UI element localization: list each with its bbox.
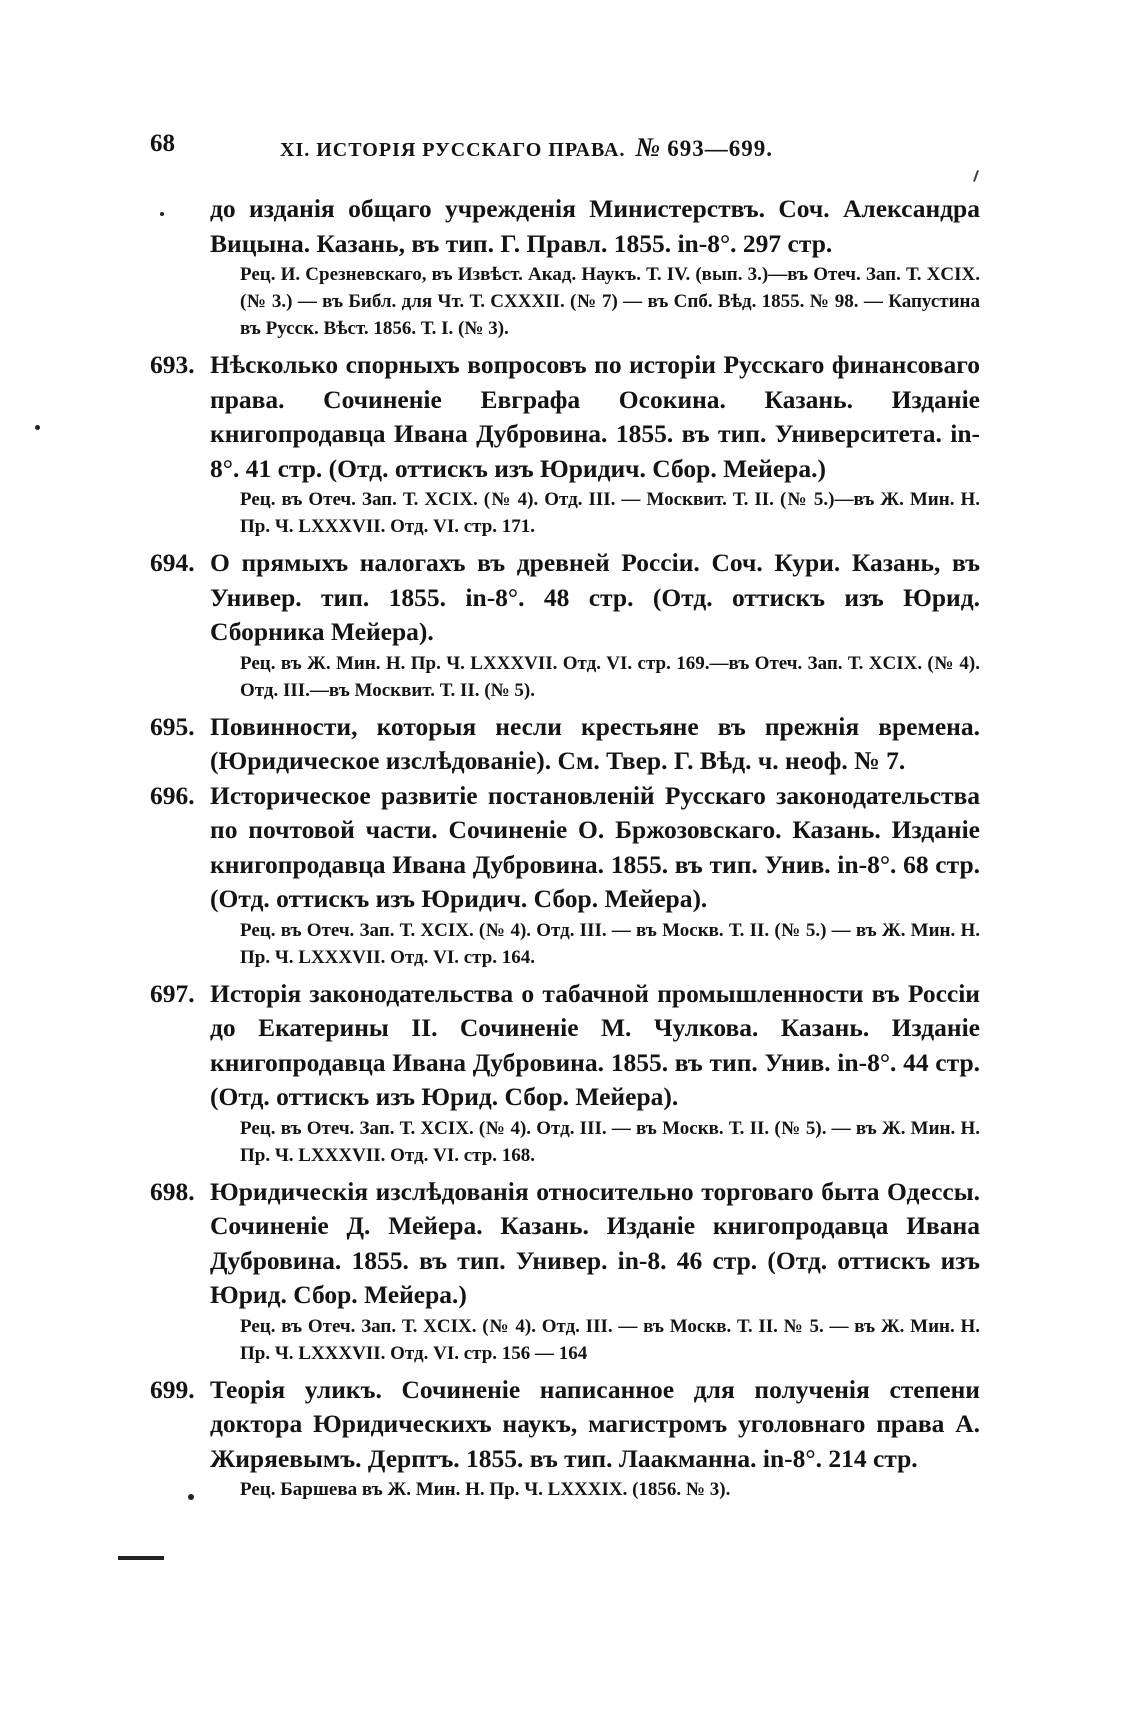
running-title-text: XI. ИСТОРІЯ РУССКАГО ПРАВА. bbox=[280, 139, 626, 161]
entry-695 bbox=[150, 710, 980, 779]
entry-text: О прямыхъ налогахъ въ древней Россіи. Соч. Кури. Казань, въ Универ. тип. 1855. in-8°. 48 стр. (Отд. оттискъ изъ Юрид. Сборника Мейера). bbox=[210, 548, 980, 646]
continuation-text: до изданія общаго учрежденія Министерствъ. Соч. Александра Вицына. Казань, въ тип. Г. Правл. 1855. in-8°. 297 стр. bbox=[210, 194, 980, 258]
entry-number: 694. bbox=[150, 548, 195, 577]
margin-dash bbox=[118, 1556, 164, 1560]
running-title bbox=[280, 132, 773, 163]
entry-694 bbox=[150, 546, 980, 704]
margin-tick-mark bbox=[973, 170, 979, 182]
entry-range: 693—699. bbox=[667, 136, 773, 161]
entry-697 bbox=[150, 977, 980, 1169]
entry-698 bbox=[150, 1175, 980, 1367]
entry-number: 698. bbox=[150, 1176, 195, 1206]
entry-review: Рец. въ Отеч. Зап. Т. XCIX. (№ 4). Отд. III. — въ Москв. Т. II. (№ 5.) — въ Ж. Мин. Н. Пр. Ч. LXXXVII. Отд. VI. стр. 164. bbox=[240, 919, 980, 968]
entry-text: Юридическія изслѣдованія относительно торговаго быта Одессы. Сочиненіе Д. Мейера. Казань. Изданіе книгопродавца Ивана Дубровина. 1855. въ тип. Универ. in-8. 46 стр. (Отд. оттискъ изъ Юрид. Сбор. Мейера.) bbox=[210, 1176, 980, 1309]
entry-text: Нѣсколько спорныхъ вопросовъ по исторіи Русскаго финансоваго права. Сочиненіе Евграфа Осокина. Казань. Изданіе книгопродавца Ивана Дубровина. 1855. въ тип. Университета. in-8°. 41 стр. (Отд. оттискъ изъ Юридич. Сбор. Мейера.) bbox=[210, 350, 980, 483]
entry-number: 695. bbox=[150, 711, 195, 741]
bibliography-list bbox=[150, 192, 980, 1509]
margin-dot bbox=[188, 1494, 194, 1500]
entry-696 bbox=[150, 779, 980, 971]
entry-699 bbox=[150, 1373, 980, 1504]
entry-number: 699. bbox=[150, 1374, 195, 1404]
margin-dot bbox=[160, 212, 164, 216]
entry-text: Теорія уликъ. Сочиненіе написанное для полученія степени доктора Юридическихъ наукъ, магистромъ уголовнаго права А. Жиряевымъ. Дерптъ. 1855. въ тип. Лаакманна. in-8°. 214 стр. bbox=[210, 1374, 980, 1473]
entry-review: Рец. въ Отеч. Зап. Т. XCIX. (№ 4). Отд. III. — Москвит. Т. II. (№ 5.)—въ Ж. Мин. Н. Пр. Ч. LXXXVII. Отд. VI. стр. 171. bbox=[240, 489, 980, 537]
continuation-review: Рец. И. Срезневскаго, въ Извѣст. Акад. Наукъ. Т. IV. (вып. 3.)—въ Отеч. Зап. Т. XCIX. (№ 3.) — въ Библ. для Чт. Т. CXXXII. (№ 7) — въ Спб. Вѣд. 1855. № 98. — Капустина въ Русск. Вѣст. 1856. Т. I. (№ 3). bbox=[240, 264, 980, 339]
number-sign: № bbox=[635, 132, 662, 162]
entry-review: Рец. въ Отеч. Зап. Т. XCIX. (№ 4). Отд. III. — въ Москв. Т. II. (№ 5). — въ Ж. Мин. Н. Пр. Ч. LXXXVII. Отд. VI. стр. 168. bbox=[240, 1117, 980, 1166]
page-header bbox=[150, 128, 990, 168]
entry-693 bbox=[150, 348, 980, 540]
entry-text: Повинности, которыя несли крестьяне въ прежнія времена. (Юридическое изслѣдованіе). См. Твер. Г. Вѣд. ч. неоф. № 7. bbox=[210, 711, 980, 775]
margin-dot bbox=[35, 425, 40, 430]
page-number: 68 bbox=[150, 130, 175, 157]
entry-number: 693. bbox=[150, 350, 195, 379]
entry-text: Историческое развитіе постановленій Русскаго законодательства по почтовой части. Сочиненіе О. Бржозовскаго. Казань. Изданіе книгопродавца Ивана Дубровина. 1855. въ тип. Унив. in-8°. 68 стр. (Отд. оттискъ изъ Юридич. Сбор. Мейера). bbox=[210, 780, 980, 913]
entry-number: 696. bbox=[150, 780, 195, 810]
entry-text: Исторія законодательства о табачной промышленности въ Россіи до Екатерины II. Сочиненіе М. Чулкова. Казань. Изданіе книгопродавца Ивана Дубровина. 1855. въ тип. Унив. in-8°. 44 стр. (Отд. оттискъ изъ Юрид. Сбор. Мейера). bbox=[210, 978, 980, 1111]
entry-review: Рец. Баршева въ Ж. Мин. Н. Пр. Ч. LXXXIX. (1856. № 3). bbox=[240, 1479, 731, 1500]
continuation-entry bbox=[150, 192, 980, 342]
entry-review: Рец. въ Отеч. Зап. Т. XCIX. (№ 4). Отд. III. — въ Москв. Т. II. № 5. — въ Ж. Мин. Н. Пр. Ч. LXXXVII. Отд. VI. стр. 156 — 164 bbox=[240, 1315, 980, 1364]
entry-review: Рец. въ Ж. Мин. Н. Пр. Ч. LXXXVII. Отд. VI. стр. 169.—въ Отеч. Зап. Т. XCIX. (№ 4). Отд. III.—въ Москвит. Т. II. (№ 5). bbox=[240, 652, 980, 701]
entry-number: 697. bbox=[150, 978, 195, 1008]
